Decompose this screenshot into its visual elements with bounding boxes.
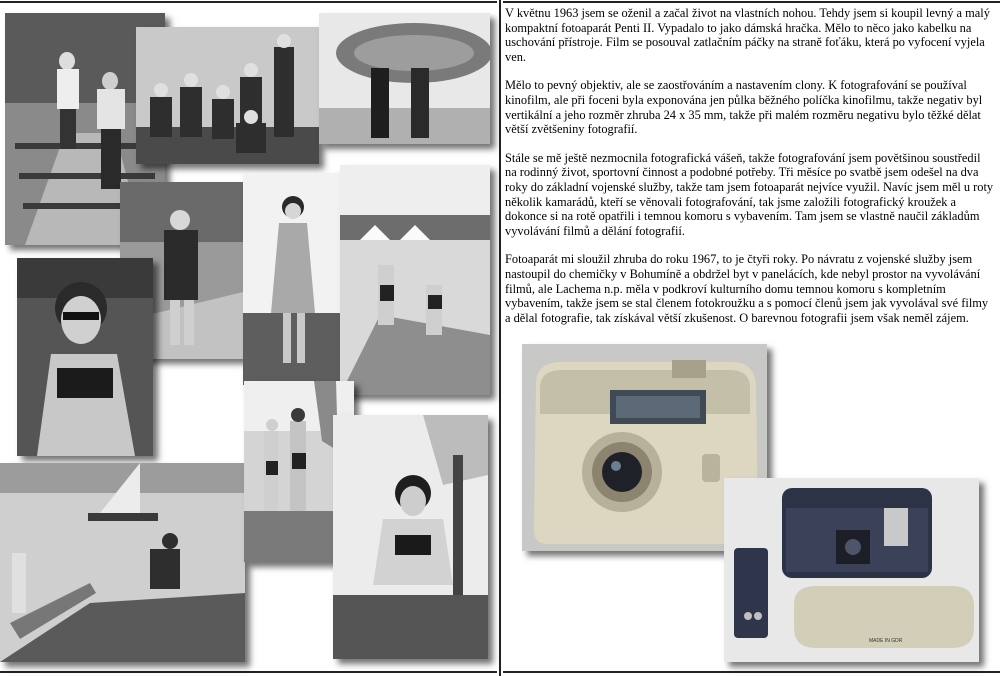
article-paragraph: Fotoaparát mi sloužil zhruba do roku 1967, to je čtyři roky. Po návratu z vojenské služby jsem nastoupil do chemičky v Bohumíně a obdržel byt v panelácích, kde nebyl prostor na vyvolávání filmů, ale Lachema n.p. měla v podkroví kulturního domu temnou komoru s kompletním vybavením, takže jsem se stal členem fotokroužku a s pomocí členů jsem jak vyvolával své filmy a dělal fotografie, tak získával větší zkušenost. O barevnou fotografii jsem však neměl zájem. — [505, 252, 989, 325]
article-text — [505, 6, 995, 339]
bottom-rule-left — [0, 671, 497, 673]
camera-back-engraving: MADE IN GDR — [869, 638, 903, 644]
photo-campsite-women — [340, 165, 490, 395]
center-divider — [499, 0, 501, 676]
photo-woman-sunglasses — [17, 258, 153, 456]
article-paragraph: Mělo to pevný objektiv, ale se zaostřováním a nastavením clony. K fotografování se používal kinofilm, ale při foceni byla exponována jen půlka běžného políčka kinofilmu, takže negativ byl vertikální a jeho rozměr zhruba 24 x 35 mm, takže při malém rozměru negativu bylo těžké dělat větší zvětšeniny fotografií. — [505, 78, 983, 137]
photo-lake-sailboat — [0, 463, 245, 662]
article-paragraph: Stále se mě ještě nezmocnila fotografická vášeň, takže fotografování jsem povětšinou soustředil na rodinný život, sportovní činnost a podobné potřeby. Tři měsíce po svatbě jsem odešel na dva roky do základní vojenské služby, takže tam jsem fotoaparát nejvíce využil. Navíc jsem měl u roty několik kamarádů, kteří se věnovali fotografování, tak jsme založili fotografický kroužek a dokonce si na rotě opatřili i temnou komoru s vybavením. Tam jsem se vlastně naučil základům vyvolávání filmů a dělání fotografií. — [505, 150, 994, 238]
photo-group-of-men — [136, 27, 319, 164]
top-rule-left — [0, 1, 497, 3]
bottom-rule-right — [503, 671, 1000, 673]
article-paragraph: V květnu 1963 jsem se oženil a začal život na vlastních nohou. Tehdy jsem si koupil levný a malý kompaktní fotoaparát Penti II. Vypadalo to jako dámská hračka. Mělo to něco jako kabelku na uschování přístroje. Film se posouval zatlačním páčky na straně foťáku, která po vyfocení vyjela ven. — [505, 6, 990, 64]
photo-carrying-boat — [319, 13, 490, 144]
top-rule-right — [503, 1, 1000, 3]
photo-woman-in-dress — [243, 173, 340, 385]
photo-woman-in-boat — [333, 415, 488, 659]
photo-camera-back-open — [724, 478, 979, 662]
